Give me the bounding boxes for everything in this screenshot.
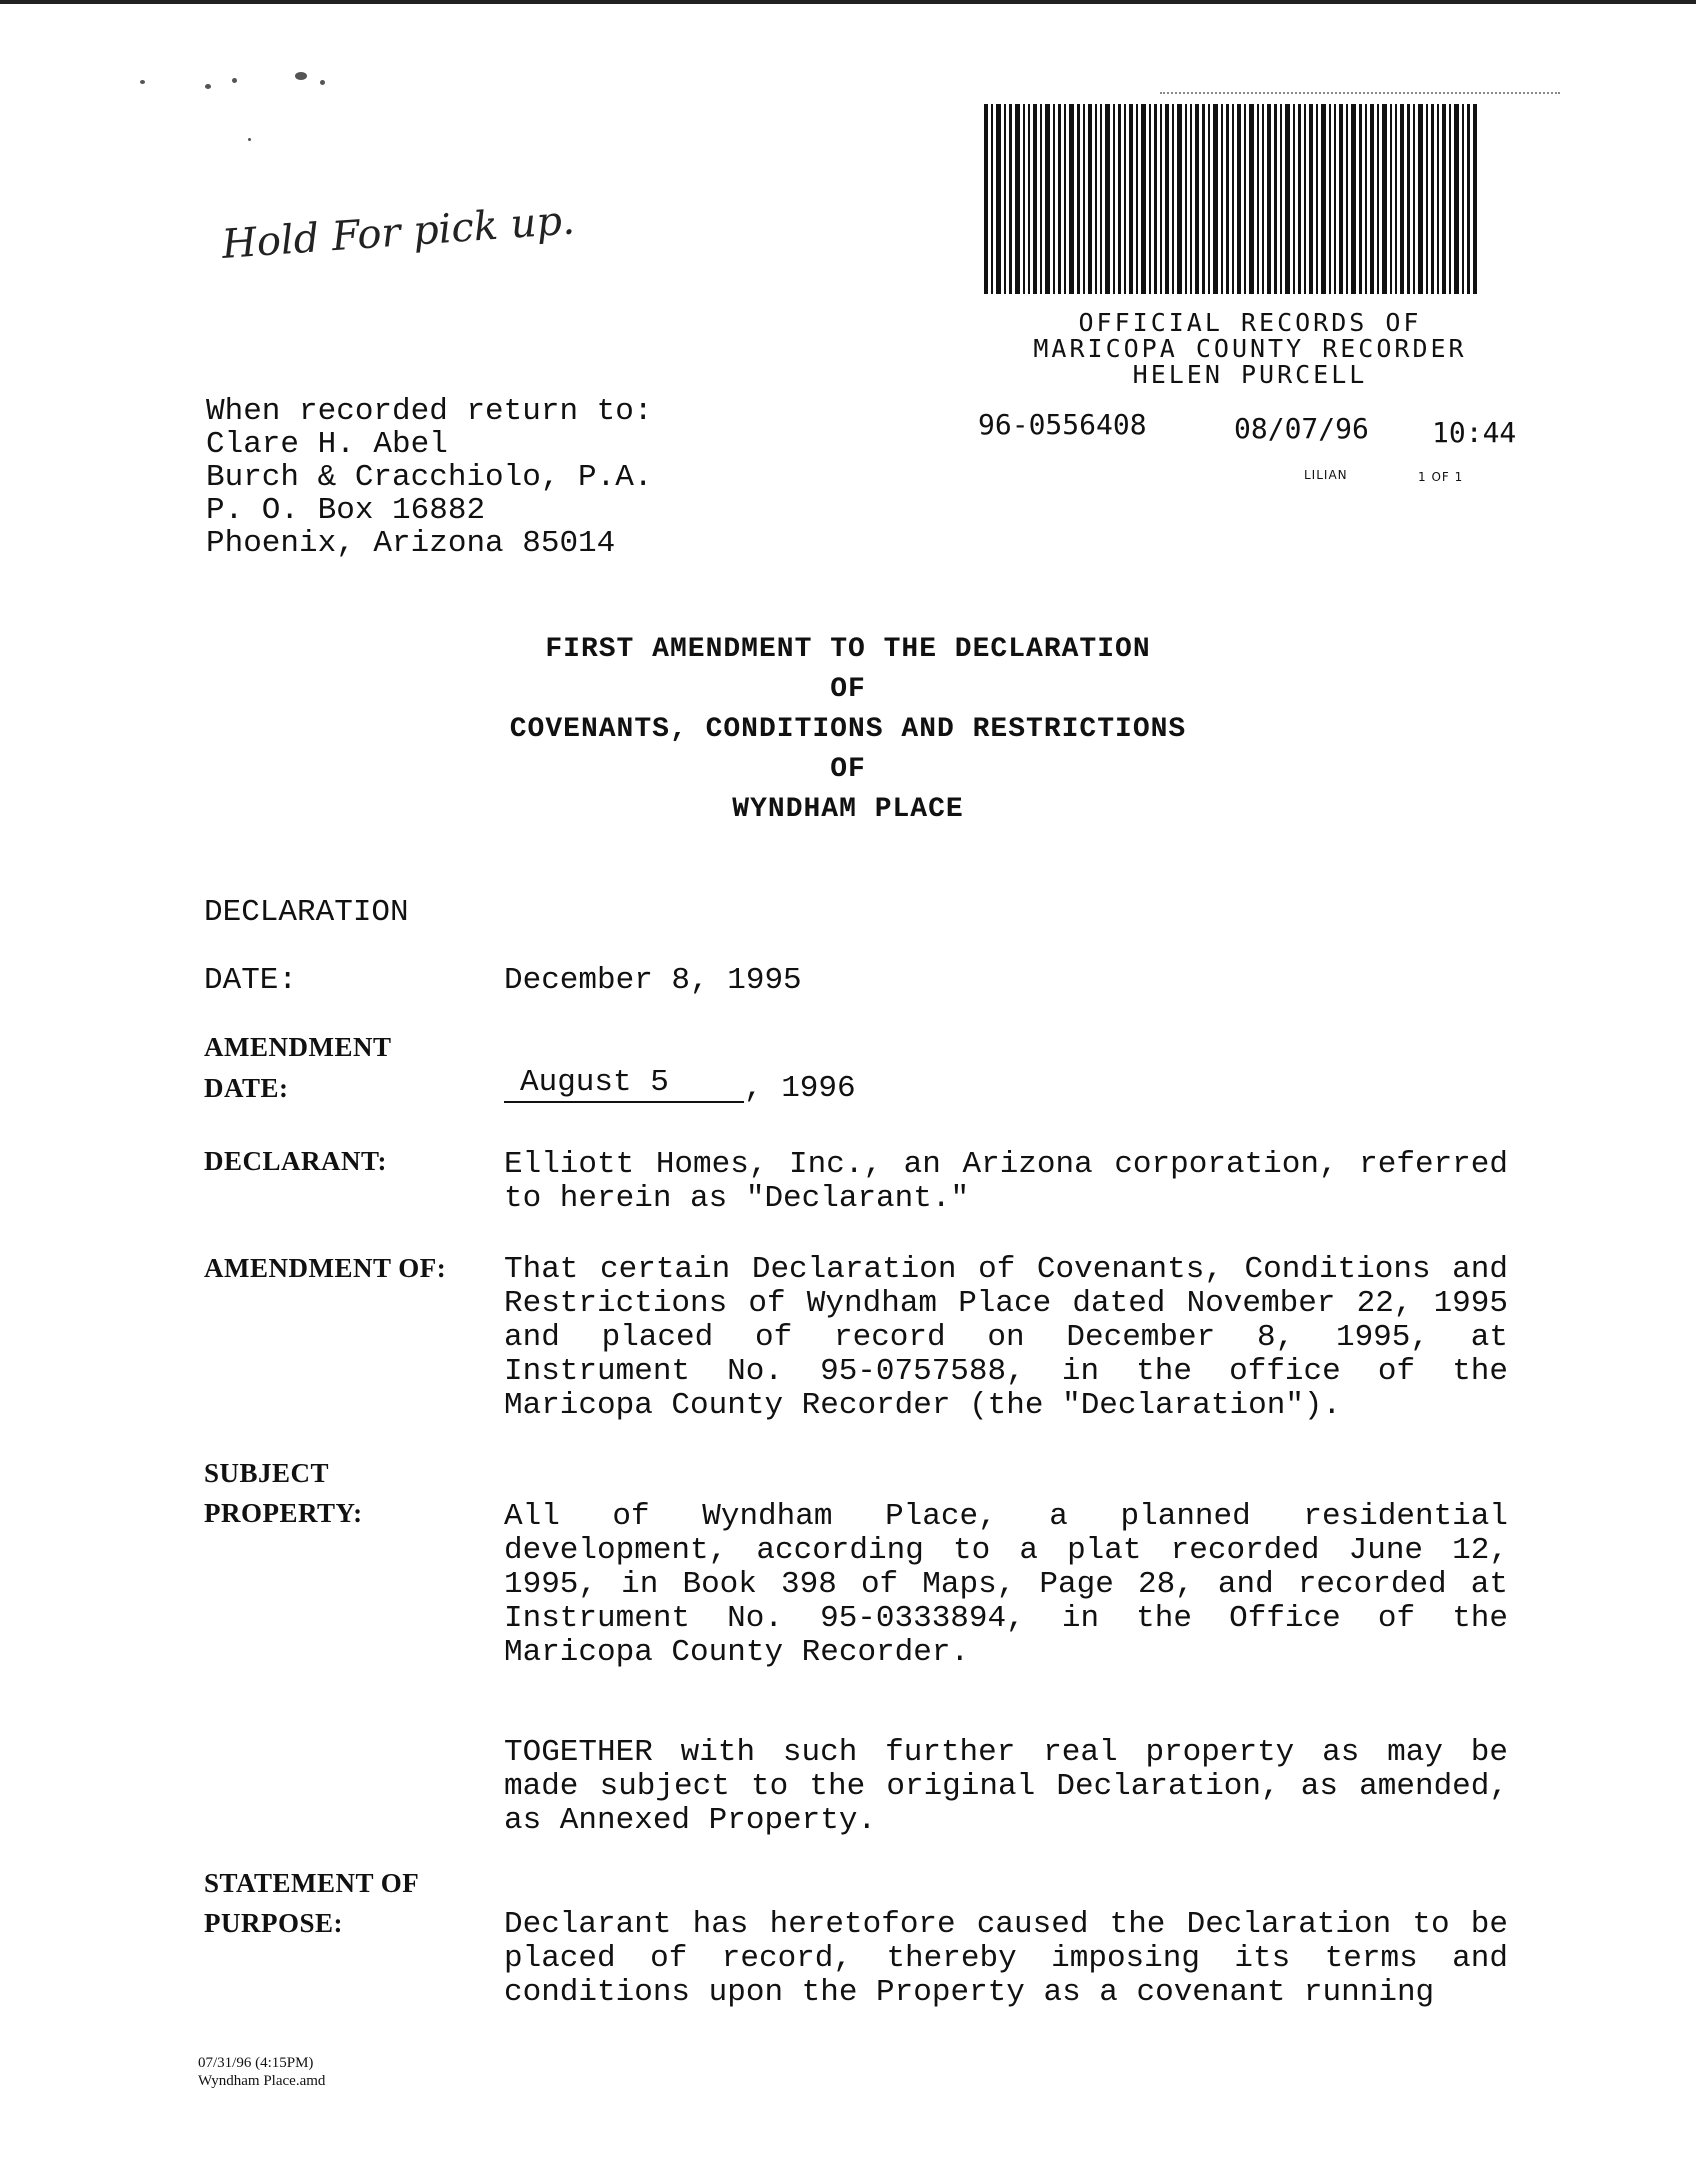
declaration-date-value: December 8, 1995: [504, 963, 802, 998]
document-title-line-1: FIRST AMENDMENT TO THE DECLARATION: [545, 634, 1151, 665]
recorder-stamp-line-1: OFFICIAL RECORDS OF: [1078, 308, 1422, 337]
property-label: PROPERTY:: [204, 1498, 363, 1528]
scan-top-edge: [0, 0, 1696, 4]
declaration-date-label: DATE:: [204, 963, 298, 998]
document-title-line-2: OF: [830, 674, 866, 705]
page-count: 1 OF 1: [1418, 470, 1464, 484]
document-title-line-5: WYNDHAM PLACE: [732, 794, 964, 825]
declarant-label: DECLARANT:: [204, 1146, 388, 1176]
amendment-date-blank-line: [504, 1101, 744, 1103]
handwritten-note: Hold For pick up.: [220, 197, 577, 268]
amendment-date-filled: August 5: [520, 1065, 669, 1100]
statement-of-label: STATEMENT OF: [204, 1868, 420, 1898]
recorder-stamp-line-3: HELEN PURCELL: [1132, 360, 1368, 389]
statement-of-purpose-text: Declarant has heretofore caused the Declaration to be placed of record, thereby imposing its terms and conditions upon the Property as a covenant running: [504, 1907, 1508, 2010]
scan-dots: [1160, 92, 1560, 94]
scan-speck: [295, 72, 307, 80]
scan-speck: [140, 80, 145, 84]
document-title-line-3: COVENANTS, CONDITIONS AND RESTRICTIONS: [509, 714, 1187, 745]
recorder-stamp-line-2: MARICOPA COUNTY RECORDER: [1033, 334, 1467, 363]
declarant-text: Elliott Homes, Inc., an Arizona corporation, referred to herein as "Declarant.": [504, 1147, 1508, 1216]
amendment-of-text: That certain Declaration of Covenants, Conditions and Restrictions of Wyndham Place dated November 22, 1995 and placed of record on December 8, 1995, at Instrument No. 95-0757588, in the office of the Maricopa County Recorder (the "Declaration").: [504, 1252, 1508, 1423]
return-to-line-3: Burch & Cracchiolo, P.A.: [206, 460, 653, 495]
return-to-line-2: Clare H. Abel: [206, 427, 448, 462]
scan-speck: [248, 138, 251, 141]
return-to-line-4: P. O. Box 16882: [206, 493, 486, 528]
scan-speck: [205, 84, 211, 89]
recorded-date: 08/07/96: [1234, 412, 1369, 445]
scan-speck: [320, 80, 325, 85]
footer-filename: Wyndham Place.amd: [198, 2073, 326, 2089]
return-to-line-1: When recorded return to:: [206, 394, 653, 429]
declaration-label: DECLARATION: [204, 895, 409, 930]
amendment-date-year: , 1996: [744, 1071, 856, 1106]
recorded-time: 10:44: [1432, 416, 1517, 449]
subject-property-text: All of Wyndham Place, a planned residential development, according to a plat recorded June 12, 1995, in Book 398 of Maps, Page 28, and recorded at Instrument No. 95-0333894, in the Office of the Maricopa County Recorder.: [504, 1499, 1508, 1670]
amendment-of-label: AMENDMENT OF:: [204, 1253, 447, 1283]
footer-timestamp: 07/31/96 (4:15PM): [198, 2055, 314, 2071]
subject-label: SUBJECT: [204, 1458, 330, 1488]
amendment-label: AMENDMENT: [204, 1032, 392, 1062]
return-to-line-5: Phoenix, Arizona 85014: [206, 526, 616, 561]
together-with-text: TOGETHER with such further real property as may be made subject to the original Declaration, as amended, as Annexed Property.: [504, 1735, 1508, 1838]
amendment-date-label: DATE:: [204, 1073, 289, 1103]
document-title-line-4: OF: [830, 754, 866, 785]
barcode: [980, 100, 1496, 306]
purpose-label: PURPOSE:: [204, 1908, 343, 1938]
clerk-name: LILIAN: [1304, 468, 1348, 482]
instrument-number: 96-0556408: [978, 408, 1147, 441]
scan-speck: [232, 78, 237, 83]
